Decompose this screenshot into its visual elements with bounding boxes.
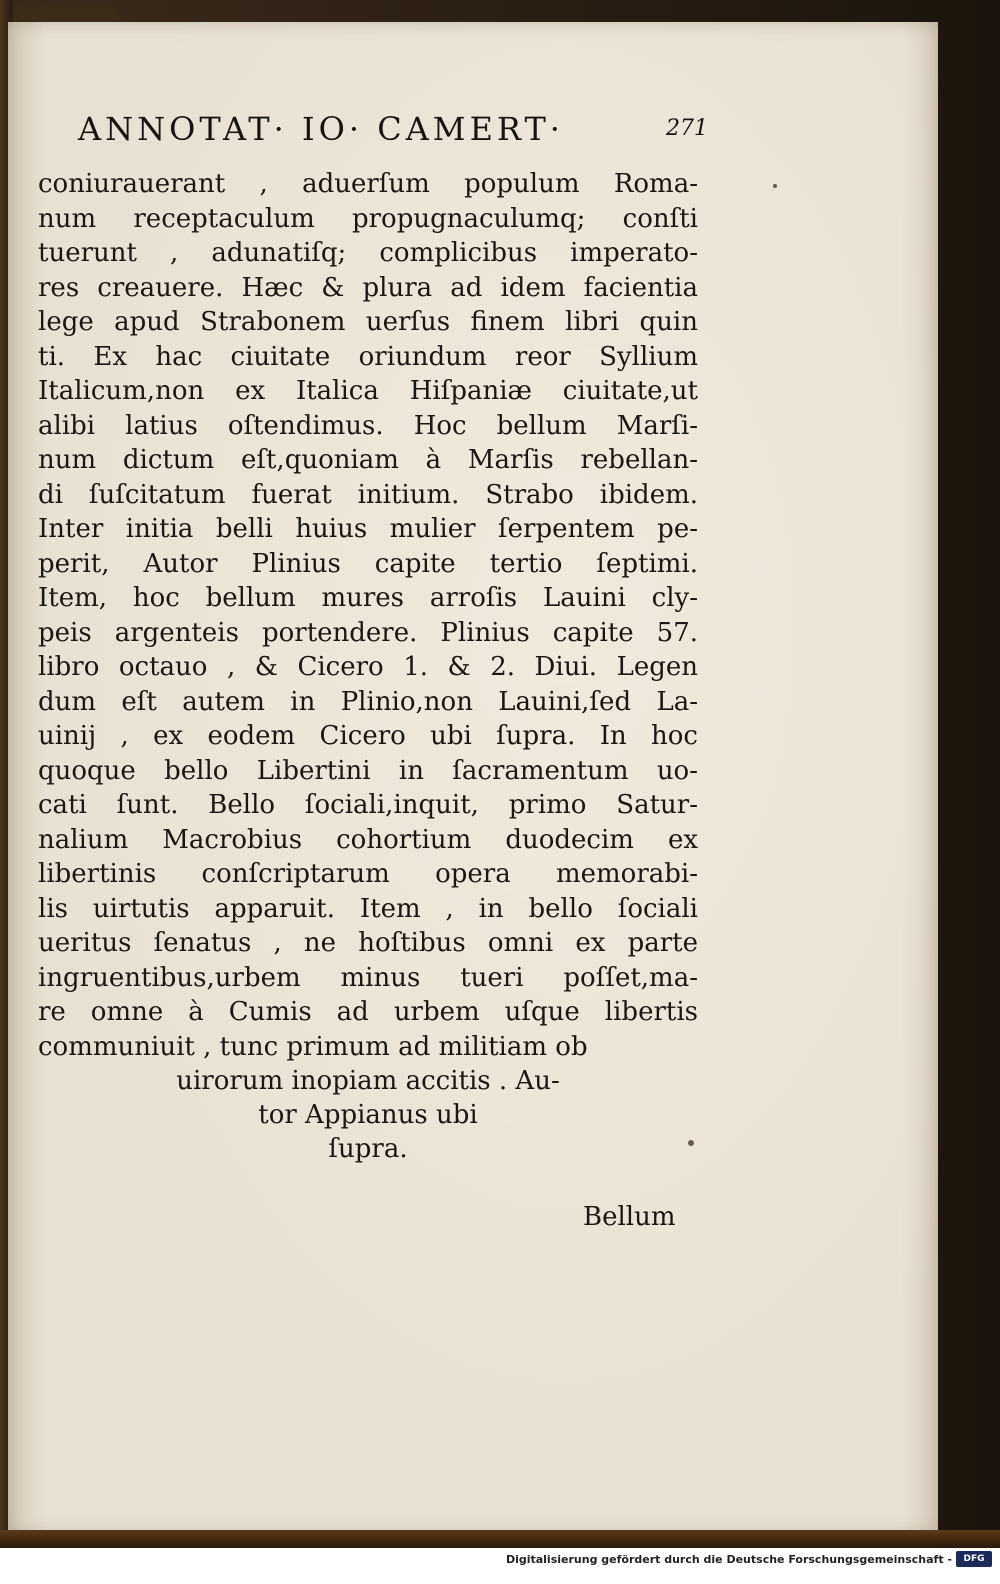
text-line: coniurauerant , aduerſum populum Roma-: [38, 169, 698, 199]
text-line: lege apud Strabonem uerſus finem libri quin: [38, 307, 698, 337]
text-line: libertinis conſcriptarum opera memorabi-: [38, 859, 698, 889]
text-line: Italicum,non ex Italica Hiſpaniæ ciuitate,ut: [38, 376, 698, 406]
text-line: Item, hoc bellum mures arroſis Lauini cly-: [38, 583, 698, 613]
text-line: ingruentibus,urbem minus tueri poſſet,ma-: [38, 962, 698, 993]
text-line: nalium Macrobius cohortium duodecim ex: [38, 824, 698, 855]
text-line: communiuit , tunc primum ad militiam ob: [38, 1031, 588, 1062]
text-line: dum eſt autem in Plinio,non Lauini,ſed La-: [38, 686, 698, 717]
text-line: di ſuſcitatum fuerat initium. Strabo ibidem.: [38, 479, 698, 510]
tail-line: ſupra.: [328, 1134, 408, 1164]
page-header: [78, 110, 708, 154]
text-line: cati ſunt. Bello ſociali,inquit, primo Satur-: [38, 790, 698, 820]
text-line: quoque bello Libertini in ſacramentum uo-: [38, 755, 698, 786]
body-text: [38, 167, 698, 1064]
text-line: num dictum eſt,quoniam à Marſis rebellan-: [38, 445, 698, 475]
text-line: ti. Ex hac ciuitate oriundum reor Syllium: [38, 341, 698, 372]
tail-line: uirorum inopiam accitis . Au-: [176, 1066, 560, 1096]
catchword: Bellum: [583, 1202, 676, 1232]
text-line: perit, Autor Plinius capite tertio ſeptimi.: [38, 548, 698, 579]
text-line: num receptaculum propugnaculumq; conſti: [38, 203, 698, 234]
page-number: 271: [666, 116, 708, 141]
paper-speck: [688, 1140, 694, 1146]
digitization-credit: Digitalisierung gefördert durch die Deutsche Forschungsgemeinschaft -: [505, 1553, 952, 1566]
text-line: tuerunt , adunatiſq; complicibus imperato-: [38, 238, 698, 268]
text-line: libro octauo , & Cicero 1. & 2. Diui. Legen: [38, 652, 698, 682]
text-line: lis uirtutis apparuit. Item , in bello ſociali: [38, 893, 698, 924]
text-line: res creauere. Hæc & plura ad idem facientia: [38, 272, 698, 303]
tail-line: tor Appianus ubi: [258, 1100, 478, 1130]
text-line: Inter initia belli huius mulier ſerpentem pe-: [38, 514, 698, 544]
text-line: ueritus ſenatus , ne hoſtibus omni ex parte: [38, 928, 698, 958]
text-line: peis argenteis portendere. Plinius capite 57.: [38, 617, 698, 648]
text-line: alibi latius oſtendimus. Hoc bellum Marſi-: [38, 410, 698, 441]
page-bottom-edge: [0, 1530, 1000, 1548]
paper-speck: [773, 184, 777, 188]
running-head: ANNOTAT· IO· CAMERT·: [78, 110, 564, 148]
text-line: uinij , ex eodem Cicero ubi ſupra. In hoc: [38, 721, 698, 751]
book-page: [8, 22, 938, 1534]
dfg-logo: DFG: [956, 1551, 992, 1567]
binding-tab: [14, 6, 118, 22]
text-line: re omne à Cumis ad urbem uſque libertis: [38, 997, 698, 1027]
